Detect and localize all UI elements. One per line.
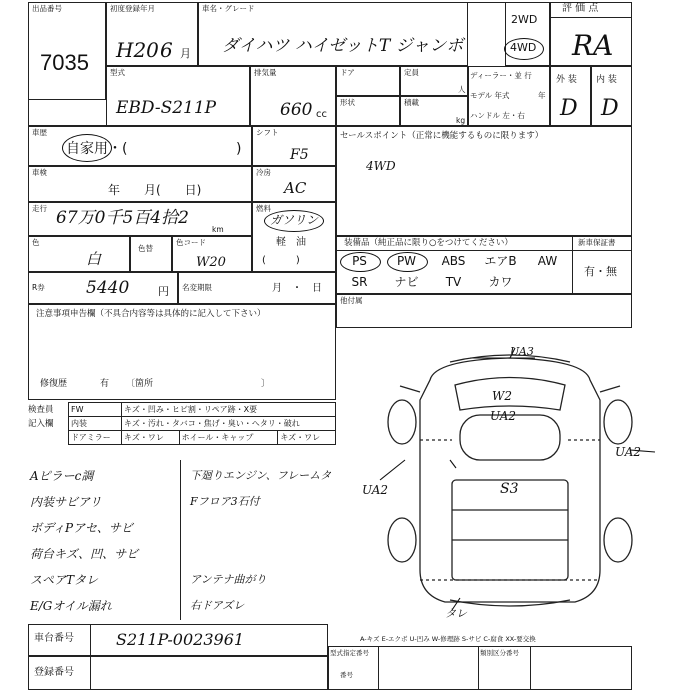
equipment-item: AW bbox=[537, 254, 558, 268]
handle-label: ハンドル 左・右 bbox=[470, 111, 525, 120]
cc-unit: cc bbox=[316, 109, 327, 120]
first-reg-label: 初度登録年月 bbox=[110, 4, 155, 13]
equipment-item: ナビ bbox=[394, 275, 419, 289]
other-box bbox=[336, 294, 632, 328]
equipment-circle bbox=[387, 252, 428, 272]
condition-note: 右ドアズレ bbox=[190, 599, 245, 612]
reg-era-year: H20 bbox=[116, 38, 159, 62]
wheel-rear-right bbox=[604, 518, 632, 562]
notes-vline bbox=[180, 460, 181, 620]
equipment-circle bbox=[340, 252, 381, 272]
inspector-row bbox=[69, 431, 336, 445]
color-change-box bbox=[130, 236, 172, 272]
exterior-grade: D bbox=[560, 96, 578, 121]
inspector-cell: FW bbox=[69, 403, 122, 417]
displacement-value: 660 bbox=[280, 100, 313, 120]
exterior-label: 外 装 bbox=[556, 75, 577, 85]
fuel-label: 燃料 bbox=[256, 204, 271, 213]
mileage-label: 走行 bbox=[32, 204, 47, 213]
color-value: 白 bbox=[86, 250, 102, 268]
reg-label: 登録番号 bbox=[34, 667, 74, 678]
use-circle bbox=[62, 134, 112, 162]
mark-bottom: タレ bbox=[445, 607, 467, 620]
kg-unit: kg bbox=[456, 116, 466, 125]
condition-note: Aピラーc調 bbox=[30, 469, 94, 483]
rear-bumper bbox=[450, 600, 570, 606]
inspection-value: 年 月( 日) bbox=[108, 183, 202, 197]
reg-month: 6 bbox=[160, 38, 173, 62]
year-unit: 年 bbox=[538, 91, 546, 100]
month-unit: 月 bbox=[180, 47, 191, 60]
inspector-cell: キズ・ワレ bbox=[121, 431, 179, 445]
mark-w2: W2 bbox=[492, 389, 512, 403]
condition-note: Fフロア3石付 bbox=[190, 495, 260, 508]
wheel-front-left bbox=[388, 400, 416, 444]
equipment-title: 装備品（純正品に限り○をつけてください） bbox=[344, 238, 513, 248]
form-divider-1 bbox=[378, 646, 379, 690]
equipment-item: TV bbox=[445, 275, 462, 289]
form-divider-2 bbox=[478, 646, 479, 690]
model-year-label: モデル 年式 bbox=[470, 91, 510, 100]
inspector-cell: ホイール・キャップ bbox=[179, 431, 278, 445]
form-b-label: 類別区分番号 bbox=[480, 649, 519, 657]
mileage-value: 67万0千5百4拾2 bbox=[56, 208, 189, 228]
warranty-label: 新車保証書 bbox=[578, 238, 616, 247]
wheel-front-right bbox=[604, 400, 632, 444]
load-label: 積載 bbox=[404, 98, 419, 107]
name-change-label: 名変期限 bbox=[182, 283, 212, 292]
use-label: 車歴 bbox=[32, 128, 47, 137]
chassis-label: 車台番号 bbox=[34, 633, 74, 644]
capacity-label: 定員 bbox=[404, 68, 419, 77]
condition-note: ボディPアセ、サビ bbox=[30, 521, 133, 535]
shift-label: シフト bbox=[256, 128, 279, 137]
recycle-label: R券 bbox=[32, 283, 45, 292]
wheel-rear-left bbox=[388, 518, 416, 562]
interior-grade: D bbox=[601, 96, 619, 121]
use-value: 自家用・( bbox=[66, 141, 128, 157]
fuel-value: ガソリン bbox=[270, 213, 319, 227]
inspector-cell: キズ・ワレ bbox=[278, 431, 336, 445]
equipment-item: カワ bbox=[488, 275, 513, 289]
yen-unit: 円 bbox=[158, 285, 169, 298]
form-divider-3 bbox=[530, 646, 531, 690]
mark-s3: S3 bbox=[500, 481, 519, 497]
mark-left: UA2 bbox=[362, 483, 389, 497]
shift-value: F5 bbox=[290, 147, 309, 163]
person-unit: 人 bbox=[458, 85, 466, 94]
ac-label: 冷房 bbox=[256, 168, 271, 177]
chassis-value: S211P-0023961 bbox=[116, 630, 245, 649]
car-grade-label: 車名・グレード bbox=[202, 4, 255, 13]
model-code: EBD-S211P bbox=[116, 98, 217, 118]
color-label: 色 bbox=[32, 238, 40, 247]
inspector-cell: キズ・凹み・ヒビ割・リペア跡・X要 bbox=[121, 403, 335, 417]
interior-label: 内 装 bbox=[596, 75, 617, 85]
condition-note: E/Gオイル漏れ bbox=[30, 599, 112, 613]
model-label: 型式 bbox=[110, 68, 125, 77]
repair-detail: 〔箇所 〕 bbox=[126, 379, 271, 389]
equipment-item: ABS bbox=[441, 254, 466, 268]
form-c-label: 番号 bbox=[340, 671, 353, 679]
score-label: 評 価 点 bbox=[562, 3, 599, 14]
inspector-label-1: 検査員 bbox=[28, 405, 54, 415]
inspector-cell: ドアミラー bbox=[69, 431, 122, 445]
car-diagram bbox=[360, 340, 660, 620]
notes-title: 注意事項申告欄（不具合内容等は具体的に記入して下さい） bbox=[36, 309, 266, 319]
inspector-table bbox=[68, 402, 336, 445]
shape-label: 形状 bbox=[340, 98, 355, 107]
ac-value: AC bbox=[284, 179, 307, 197]
sales-point-box bbox=[336, 126, 632, 236]
color-change-label: 色替 bbox=[138, 244, 153, 253]
displacement-label: 排気量 bbox=[254, 68, 277, 77]
condition-note: スペアTタレ bbox=[30, 573, 99, 587]
inspector-row bbox=[69, 403, 336, 417]
color-box bbox=[28, 236, 130, 272]
equipment-item: PS bbox=[352, 254, 367, 268]
inspector-cell: 内装 bbox=[69, 417, 122, 431]
inspector-cell: キズ・汚れ・タバコ・焦げ・臭い・へタリ・破れ bbox=[121, 417, 335, 431]
drive-2wd: 2WD bbox=[511, 13, 538, 26]
lot-number: 7035 bbox=[40, 50, 89, 75]
color-code: W20 bbox=[196, 255, 226, 270]
use-close: ) bbox=[236, 141, 242, 157]
car-name: ダイハツ ハイゼットT ジャンボ bbox=[222, 36, 464, 56]
score-value: RA bbox=[572, 29, 614, 62]
oil-label: 軽 油 bbox=[276, 237, 306, 248]
equipment-vdivider bbox=[572, 236, 573, 294]
mark-top: UA3 bbox=[510, 345, 534, 358]
equipment-item: PW bbox=[396, 254, 417, 268]
recycle-value: 5440 bbox=[86, 278, 130, 298]
form-a-label: 型式指定番号 bbox=[330, 649, 369, 657]
repair-value: 有 bbox=[100, 379, 110, 389]
warranty-value: 有・無 bbox=[584, 265, 617, 278]
inspector-label-2: 記入欄 bbox=[28, 419, 54, 429]
venue-label: 出品番号 bbox=[32, 4, 62, 13]
name-change-value: 月 ・ 日 bbox=[272, 283, 322, 294]
other-label: 他付属 bbox=[340, 296, 363, 305]
color-code-label: 色コード bbox=[176, 238, 206, 247]
equipment-item: エアB bbox=[484, 254, 517, 268]
score-divider bbox=[550, 17, 632, 18]
dealer-label: ディーラー・並 行 bbox=[470, 71, 532, 80]
condition-note: 下廻りエンジン、フレームタ bbox=[190, 469, 332, 482]
inspection-label: 車検 bbox=[32, 168, 47, 177]
sales-point-title: セールスポイント（正常に機能するものに限ります） bbox=[340, 131, 544, 141]
equipment-item: SR bbox=[351, 275, 368, 289]
inspector-row bbox=[69, 417, 336, 431]
drive-4wd: 4WD bbox=[510, 41, 537, 54]
legend: A-キズ E-エクボ U-凹み W-修理跡 S-サビ C-腐食 XX-要交換 bbox=[360, 635, 536, 643]
equipment-divider bbox=[336, 250, 632, 251]
oil-value: ( ) bbox=[262, 255, 300, 266]
repair-label: 修復歴 bbox=[40, 379, 68, 389]
condition-note: 荷台キズ、凹、サビ bbox=[30, 547, 139, 561]
condition-note: アンテナ曲がり bbox=[190, 573, 267, 586]
condition-note: 内装サビアリ bbox=[30, 495, 102, 509]
mark-ua2-center: UA2 bbox=[490, 409, 517, 423]
door-label: ドア bbox=[340, 68, 355, 77]
mark-right: UA2 bbox=[615, 445, 642, 459]
sales-point-value: 4WD bbox=[366, 159, 396, 173]
km-unit: km bbox=[212, 225, 224, 234]
